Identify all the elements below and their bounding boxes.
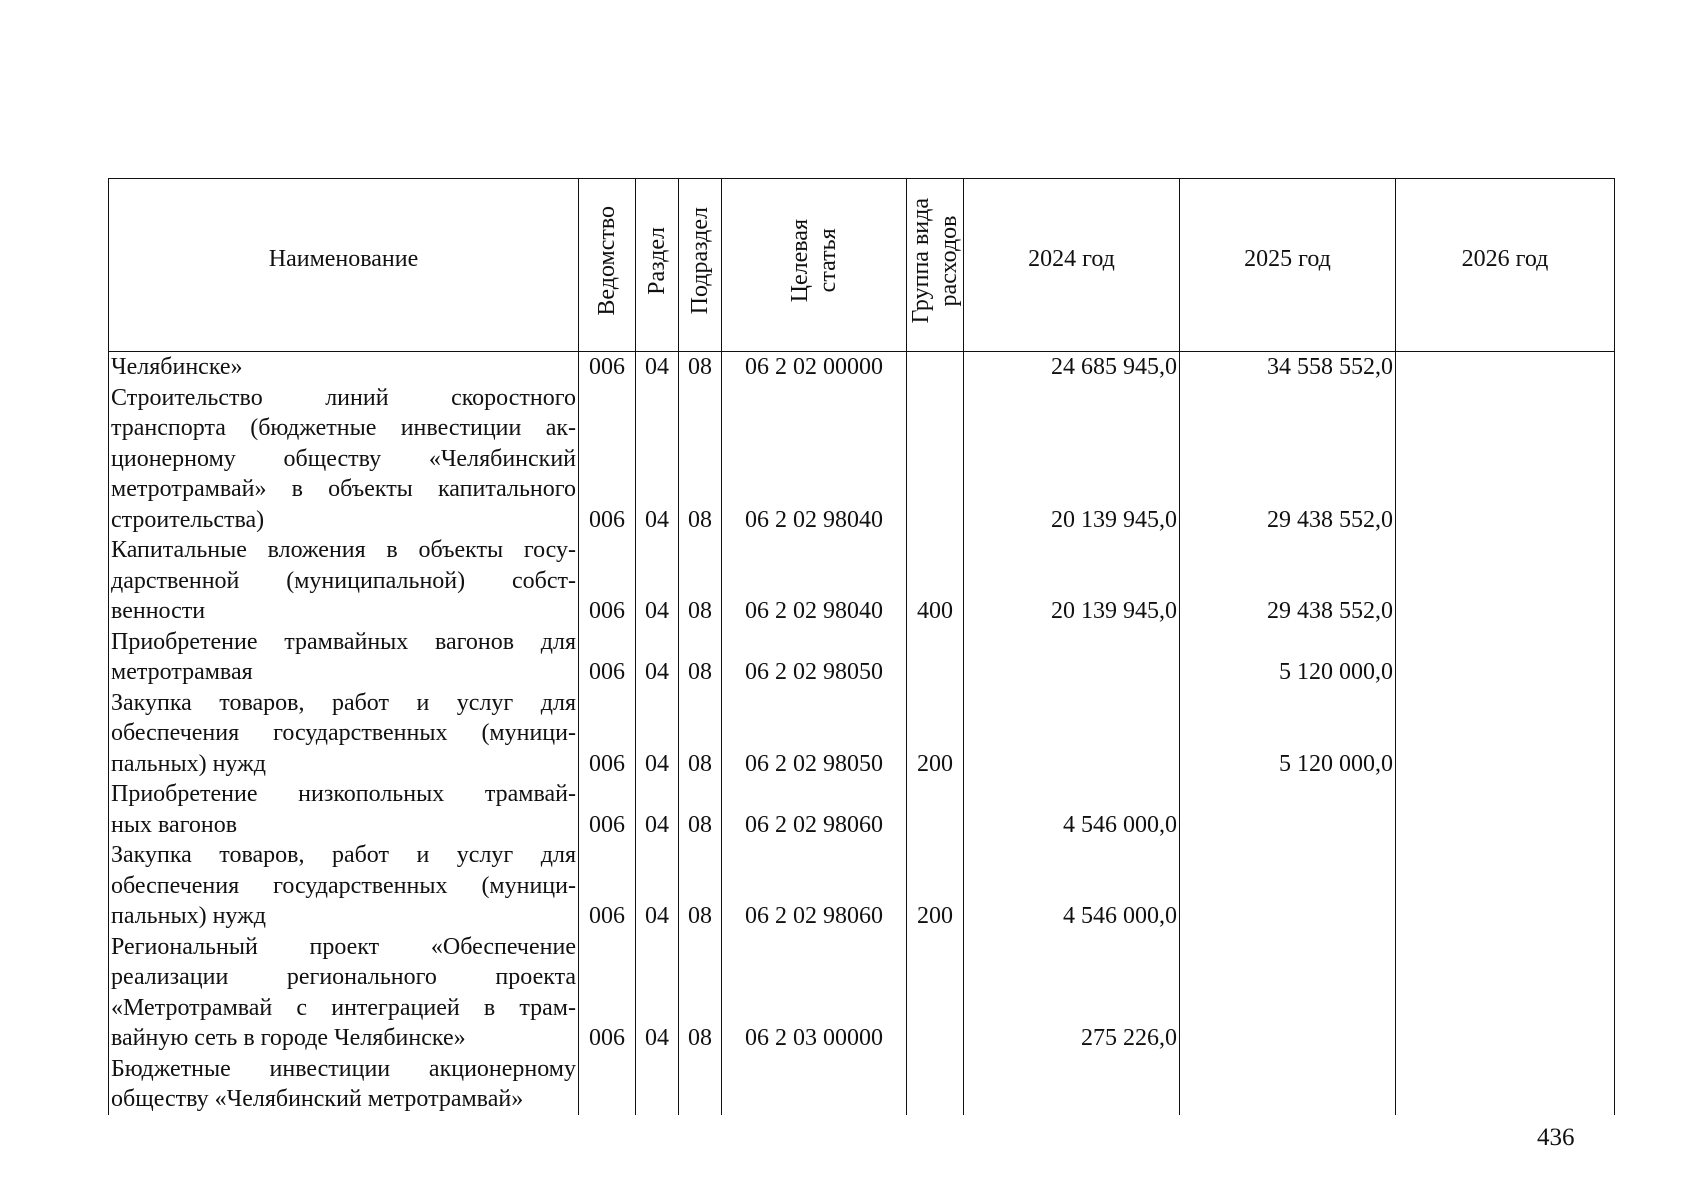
cell-2026 [1396, 688, 1615, 780]
table-row [109, 1054, 1615, 1115]
cell-name [109, 1054, 579, 1115]
name-line: Строительство линий скоростного [111, 384, 576, 411]
cell-2025 [1180, 840, 1396, 932]
page-number: 436 [1537, 1124, 1575, 1151]
cell-expense-group [907, 352, 964, 383]
cell-2024: 24 685 945,0 [964, 352, 1180, 383]
table-row [109, 840, 1615, 932]
name-line: Бюджетные инвестиции акционерному [111, 1055, 576, 1082]
cell-expense-group [907, 932, 964, 1054]
table-body [109, 352, 1615, 1115]
table-header-row [109, 179, 1615, 352]
cell-2024: 4 546 000,0 [964, 840, 1180, 932]
cell-2025 [1180, 932, 1396, 1054]
table-row [109, 383, 1615, 536]
cell-section: 04 [636, 627, 679, 688]
cell-2025: 34 558 552,0 [1180, 352, 1396, 383]
cell-2025 [1180, 779, 1396, 840]
name-line: вайную сеть в городе Челябинске» [111, 1025, 466, 1051]
cell-subsection [679, 1054, 722, 1115]
name-line: Закупка товаров, работ и услуг для [111, 689, 576, 716]
header-year-2025: 2025 год [1180, 179, 1396, 352]
name-line: Региональный проект «Обеспечение [111, 933, 576, 960]
cell-section: 04 [636, 352, 679, 383]
name-line: обеспечения государственных (муници- [111, 872, 576, 899]
cell-name [109, 535, 579, 627]
cell-expense-group [907, 383, 964, 536]
name-line: реализации регионального проекта [111, 964, 576, 990]
cell-ministry: 006 [579, 383, 636, 536]
cell-name [109, 627, 579, 688]
name-line: строительства) [111, 506, 265, 533]
cell-2026 [1396, 627, 1615, 688]
name-line: венности [111, 598, 206, 624]
cell-2026 [1396, 352, 1615, 383]
table-row [109, 688, 1615, 780]
cell-target-article: 06 2 02 00000 [722, 352, 907, 383]
cell-2026 [1396, 932, 1615, 1054]
cell-subsection: 08 [679, 383, 722, 536]
table-row [109, 627, 1615, 688]
cell-name [109, 779, 579, 840]
cell-subsection: 08 [679, 840, 722, 932]
cell-target-article: 06 2 02 98050 [722, 627, 907, 688]
name-line: обеспечения государственных (муници- [111, 720, 576, 746]
table-row [109, 779, 1615, 840]
cell-ministry: 006 [579, 779, 636, 840]
cell-expense-group: 400 [907, 535, 964, 627]
header-name: Наименование [109, 179, 579, 352]
cell-subsection: 08 [679, 779, 722, 840]
cell-2025: 29 438 552,0 [1180, 535, 1396, 627]
cell-subsection: 08 [679, 535, 722, 627]
cell-expense-group [907, 779, 964, 840]
cell-ministry: 006 [579, 352, 636, 383]
cell-2026 [1396, 779, 1615, 840]
cell-ministry: 006 [579, 535, 636, 627]
cell-2024: 20 139 945,0 [964, 383, 1180, 536]
name-line: транспорта (бюджетные инвестиции ак- [111, 415, 576, 441]
name-line: Челябинске» [111, 354, 243, 380]
cell-subsection: 08 [679, 688, 722, 780]
budget-table [108, 178, 1615, 1115]
table-row [109, 535, 1615, 627]
cell-section: 04 [636, 840, 679, 932]
cell-target-article: 06 2 03 00000 [722, 932, 907, 1054]
cell-target-article: 06 2 02 98040 [722, 383, 907, 536]
cell-2024 [964, 627, 1180, 688]
cell-ministry: 006 [579, 932, 636, 1054]
cell-subsection: 08 [679, 352, 722, 383]
cell-target-article: 06 2 02 98040 [722, 535, 907, 627]
name-line: пальных) нужд [111, 750, 266, 777]
header-year-2024: 2024 год [964, 179, 1180, 352]
cell-name [109, 840, 579, 932]
header-subsection: Подраздел [679, 179, 722, 352]
cell-target-article: 06 2 02 98050 [722, 688, 907, 780]
cell-name [109, 688, 579, 780]
cell-ministry: 006 [579, 627, 636, 688]
cell-expense-group [907, 1054, 964, 1115]
cell-target-article: 06 2 02 98060 [722, 840, 907, 932]
cell-2024: 4 546 000,0 [964, 779, 1180, 840]
cell-subsection: 08 [679, 932, 722, 1054]
cell-expense-group [907, 627, 964, 688]
name-line: дарственной (муниципальной) собст- [111, 567, 576, 594]
header-expense-group: Группа вида расходов [907, 179, 964, 352]
name-line: обществу «Челябинский метротрамвай» [111, 1086, 524, 1112]
cell-subsection: 08 [679, 627, 722, 688]
cell-section: 04 [636, 932, 679, 1054]
cell-name [109, 352, 579, 383]
name-line: Приобретение низкопольных трамвай- [111, 781, 576, 807]
header-target-article: Целевая статья [722, 179, 907, 352]
cell-2026 [1396, 535, 1615, 627]
cell-ministry: 006 [579, 688, 636, 780]
cell-2024 [964, 688, 1180, 780]
cell-ministry: 006 [579, 840, 636, 932]
name-line: «Метротрамвай с интеграцией в трам- [111, 994, 576, 1021]
cell-2026 [1396, 1054, 1615, 1115]
name-line: пальных) нужд [111, 903, 266, 929]
table-row [109, 932, 1615, 1054]
cell-2025: 29 438 552,0 [1180, 383, 1396, 536]
cell-expense-group: 200 [907, 840, 964, 932]
cell-2024: 20 139 945,0 [964, 535, 1180, 627]
name-line: метротрамвай» в объекты капитального [111, 476, 576, 502]
name-line: метротрамвая [111, 659, 253, 685]
name-line: ционерному обществу «Челябинский [111, 445, 576, 472]
cell-2026 [1396, 840, 1615, 932]
cell-section: 04 [636, 688, 679, 780]
cell-name [109, 383, 579, 536]
cell-section [636, 1054, 679, 1115]
cell-2025: 5 120 000,0 [1180, 627, 1396, 688]
header-ministry: Ведомство [579, 179, 636, 352]
header-year-2026: 2026 год [1396, 179, 1615, 352]
name-line: ных вагонов [111, 811, 238, 838]
name-line: Закупка товаров, работ и услуг для [111, 842, 576, 868]
name-line: Приобретение трамвайных вагонов для [111, 628, 576, 655]
cell-2024: 275 226,0 [964, 932, 1180, 1054]
cell-expense-group: 200 [907, 688, 964, 780]
cell-2026 [1396, 383, 1615, 536]
cell-section: 04 [636, 383, 679, 536]
cell-section: 04 [636, 779, 679, 840]
name-line: Капитальные вложения в объекты госу- [111, 537, 576, 563]
cell-target-article [722, 1054, 907, 1115]
cell-2025: 5 120 000,0 [1180, 688, 1396, 780]
cell-name [109, 932, 579, 1054]
cell-section: 04 [636, 535, 679, 627]
cell-target-article: 06 2 02 98060 [722, 779, 907, 840]
cell-2024 [964, 1054, 1180, 1115]
table-row [109, 352, 1615, 383]
cell-ministry [579, 1054, 636, 1115]
cell-2025 [1180, 1054, 1396, 1115]
header-section: Раздел [636, 179, 679, 352]
